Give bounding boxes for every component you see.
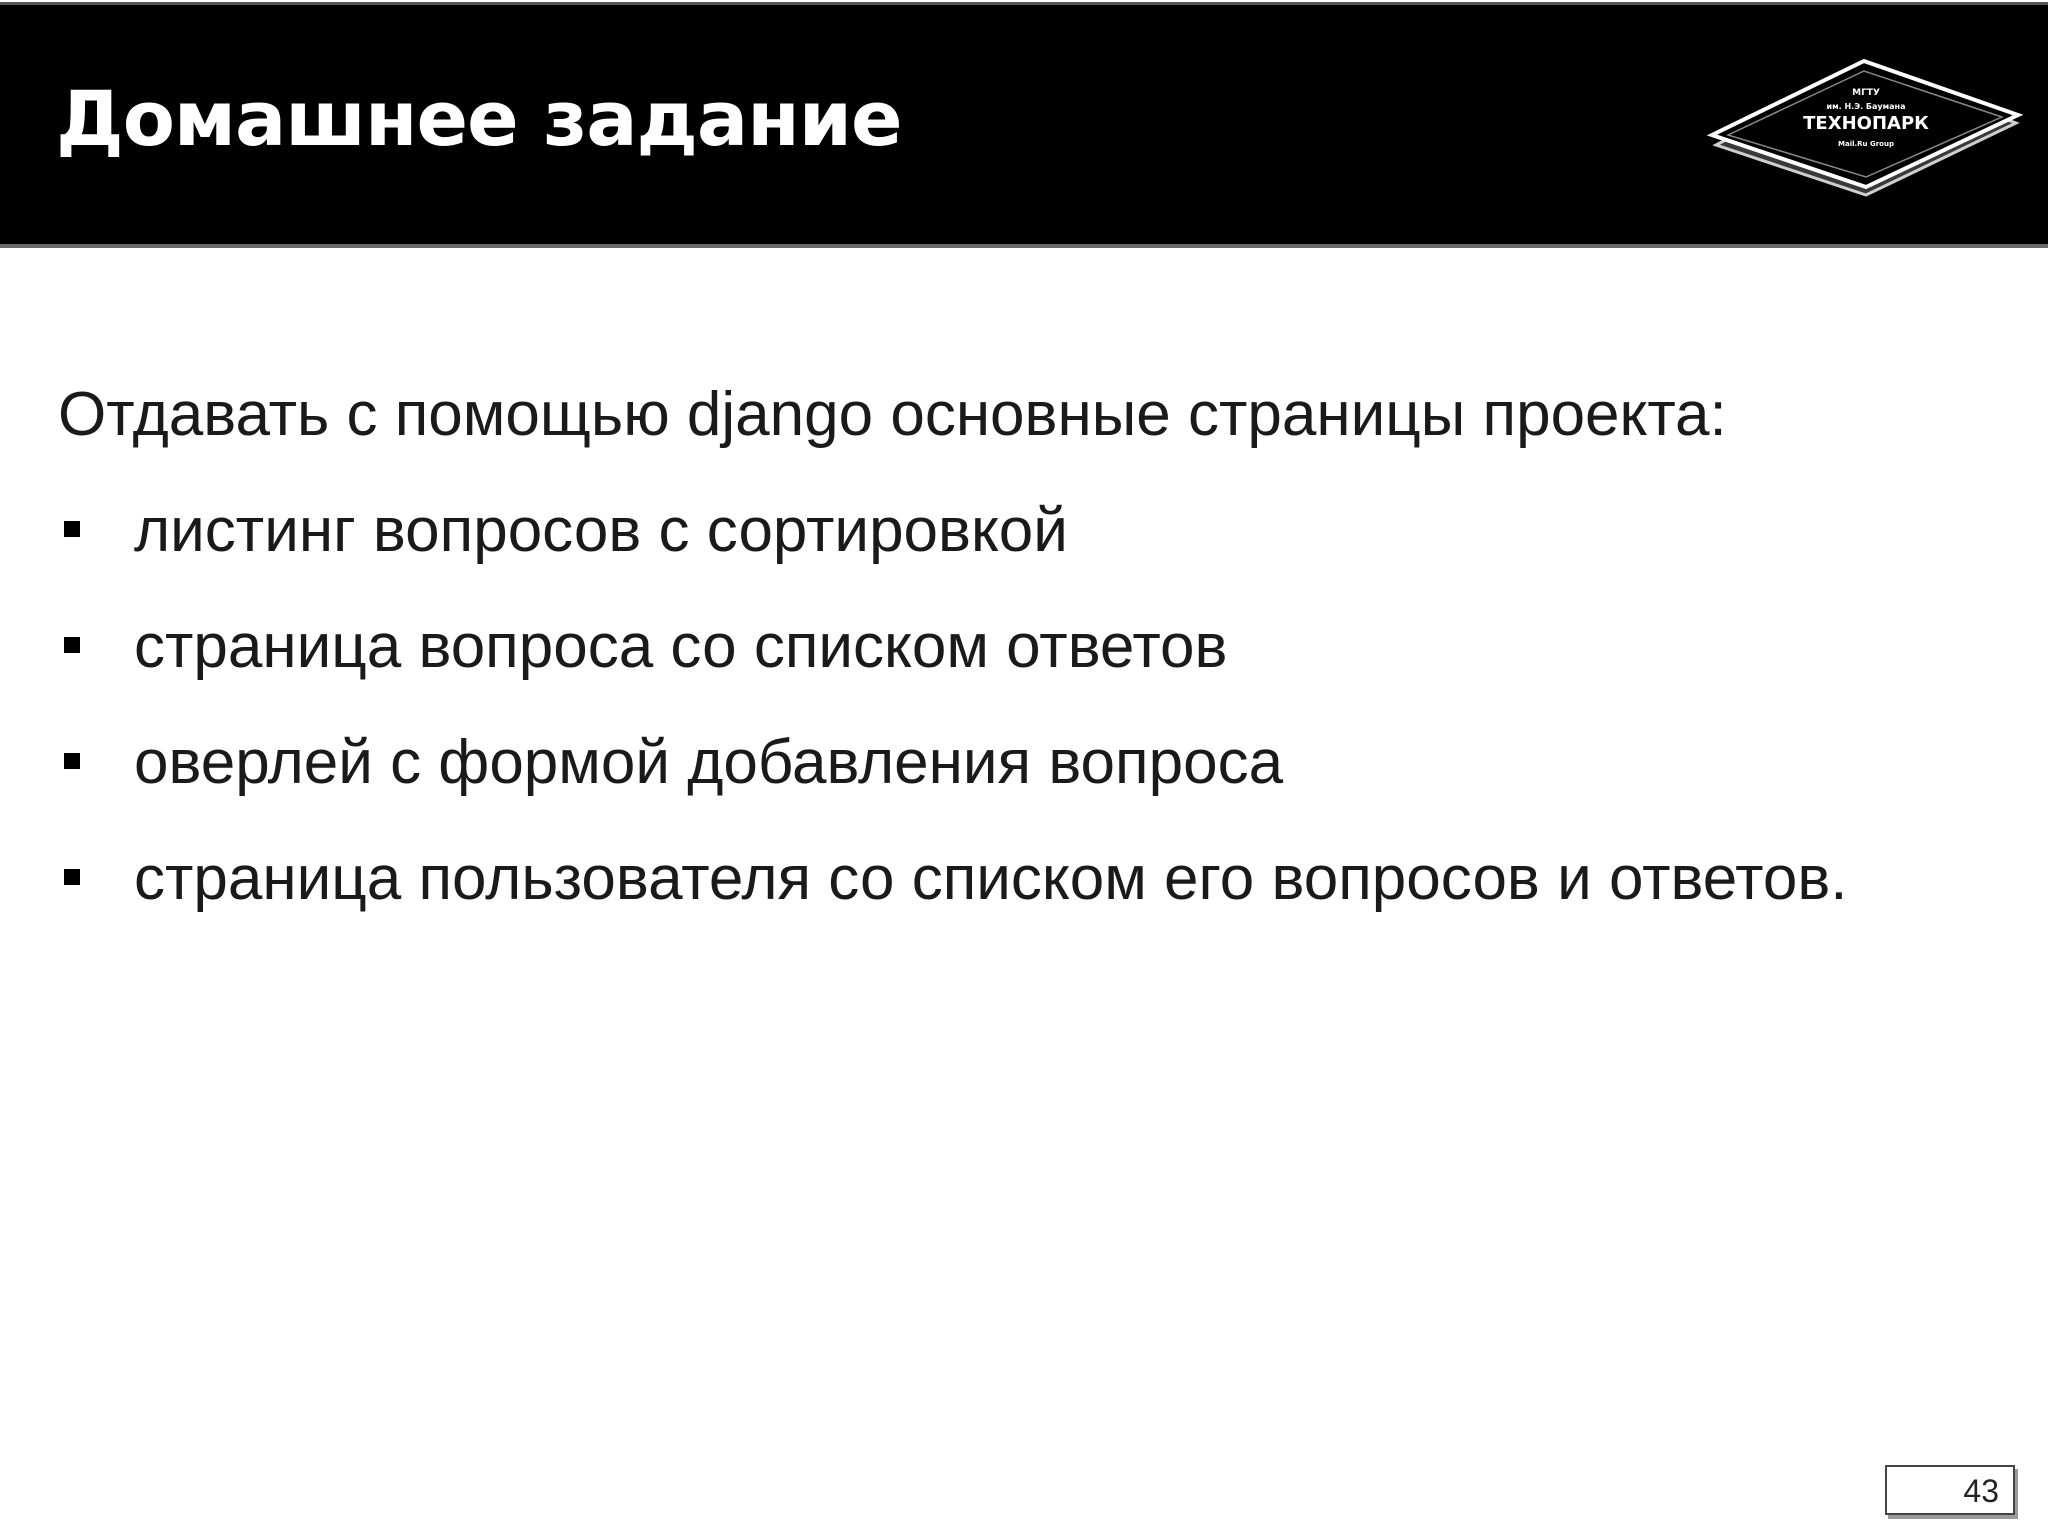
logo-line-mailru: Mail.Ru Group — [1838, 140, 1894, 148]
slide-title: Домашнее задание — [56, 74, 902, 163]
bullet-text: оверлей с формой добавления вопроса — [134, 728, 1284, 797]
page-number-box — [1885, 1465, 2015, 1515]
square-bullet-icon — [64, 637, 80, 653]
square-bullet-icon — [64, 753, 80, 769]
page-number: 43 — [1963, 1473, 1999, 1509]
square-bullet-icon — [64, 869, 80, 885]
bullet-text: листинг вопросов с сортировкой — [134, 496, 1068, 565]
bullet-item — [58, 836, 1854, 922]
square-bullet-icon — [64, 521, 80, 537]
logo-name: ТЕХНОПАРК — [1803, 113, 1929, 134]
bullet-item — [58, 604, 1958, 690]
bullet-item — [58, 720, 1958, 806]
slide-content — [58, 372, 1958, 922]
logo-line-mgtu: МГТУ — [1852, 88, 1880, 98]
bullet-text: страница пользователя со списком его вопросов и ответов. — [134, 844, 1848, 913]
intro-text: Отдавать с помощью django основные страницы проекта: — [58, 380, 1727, 449]
slide-header — [0, 2, 2048, 248]
technopark-logo — [1706, 57, 2024, 201]
logo-line-bauman: им. Н.Э. Баумана — [1826, 102, 1906, 111]
bullet-item — [58, 488, 1958, 574]
bullet-list — [58, 488, 1958, 922]
bullet-text: страница вопроса со списком ответов — [134, 612, 1228, 681]
